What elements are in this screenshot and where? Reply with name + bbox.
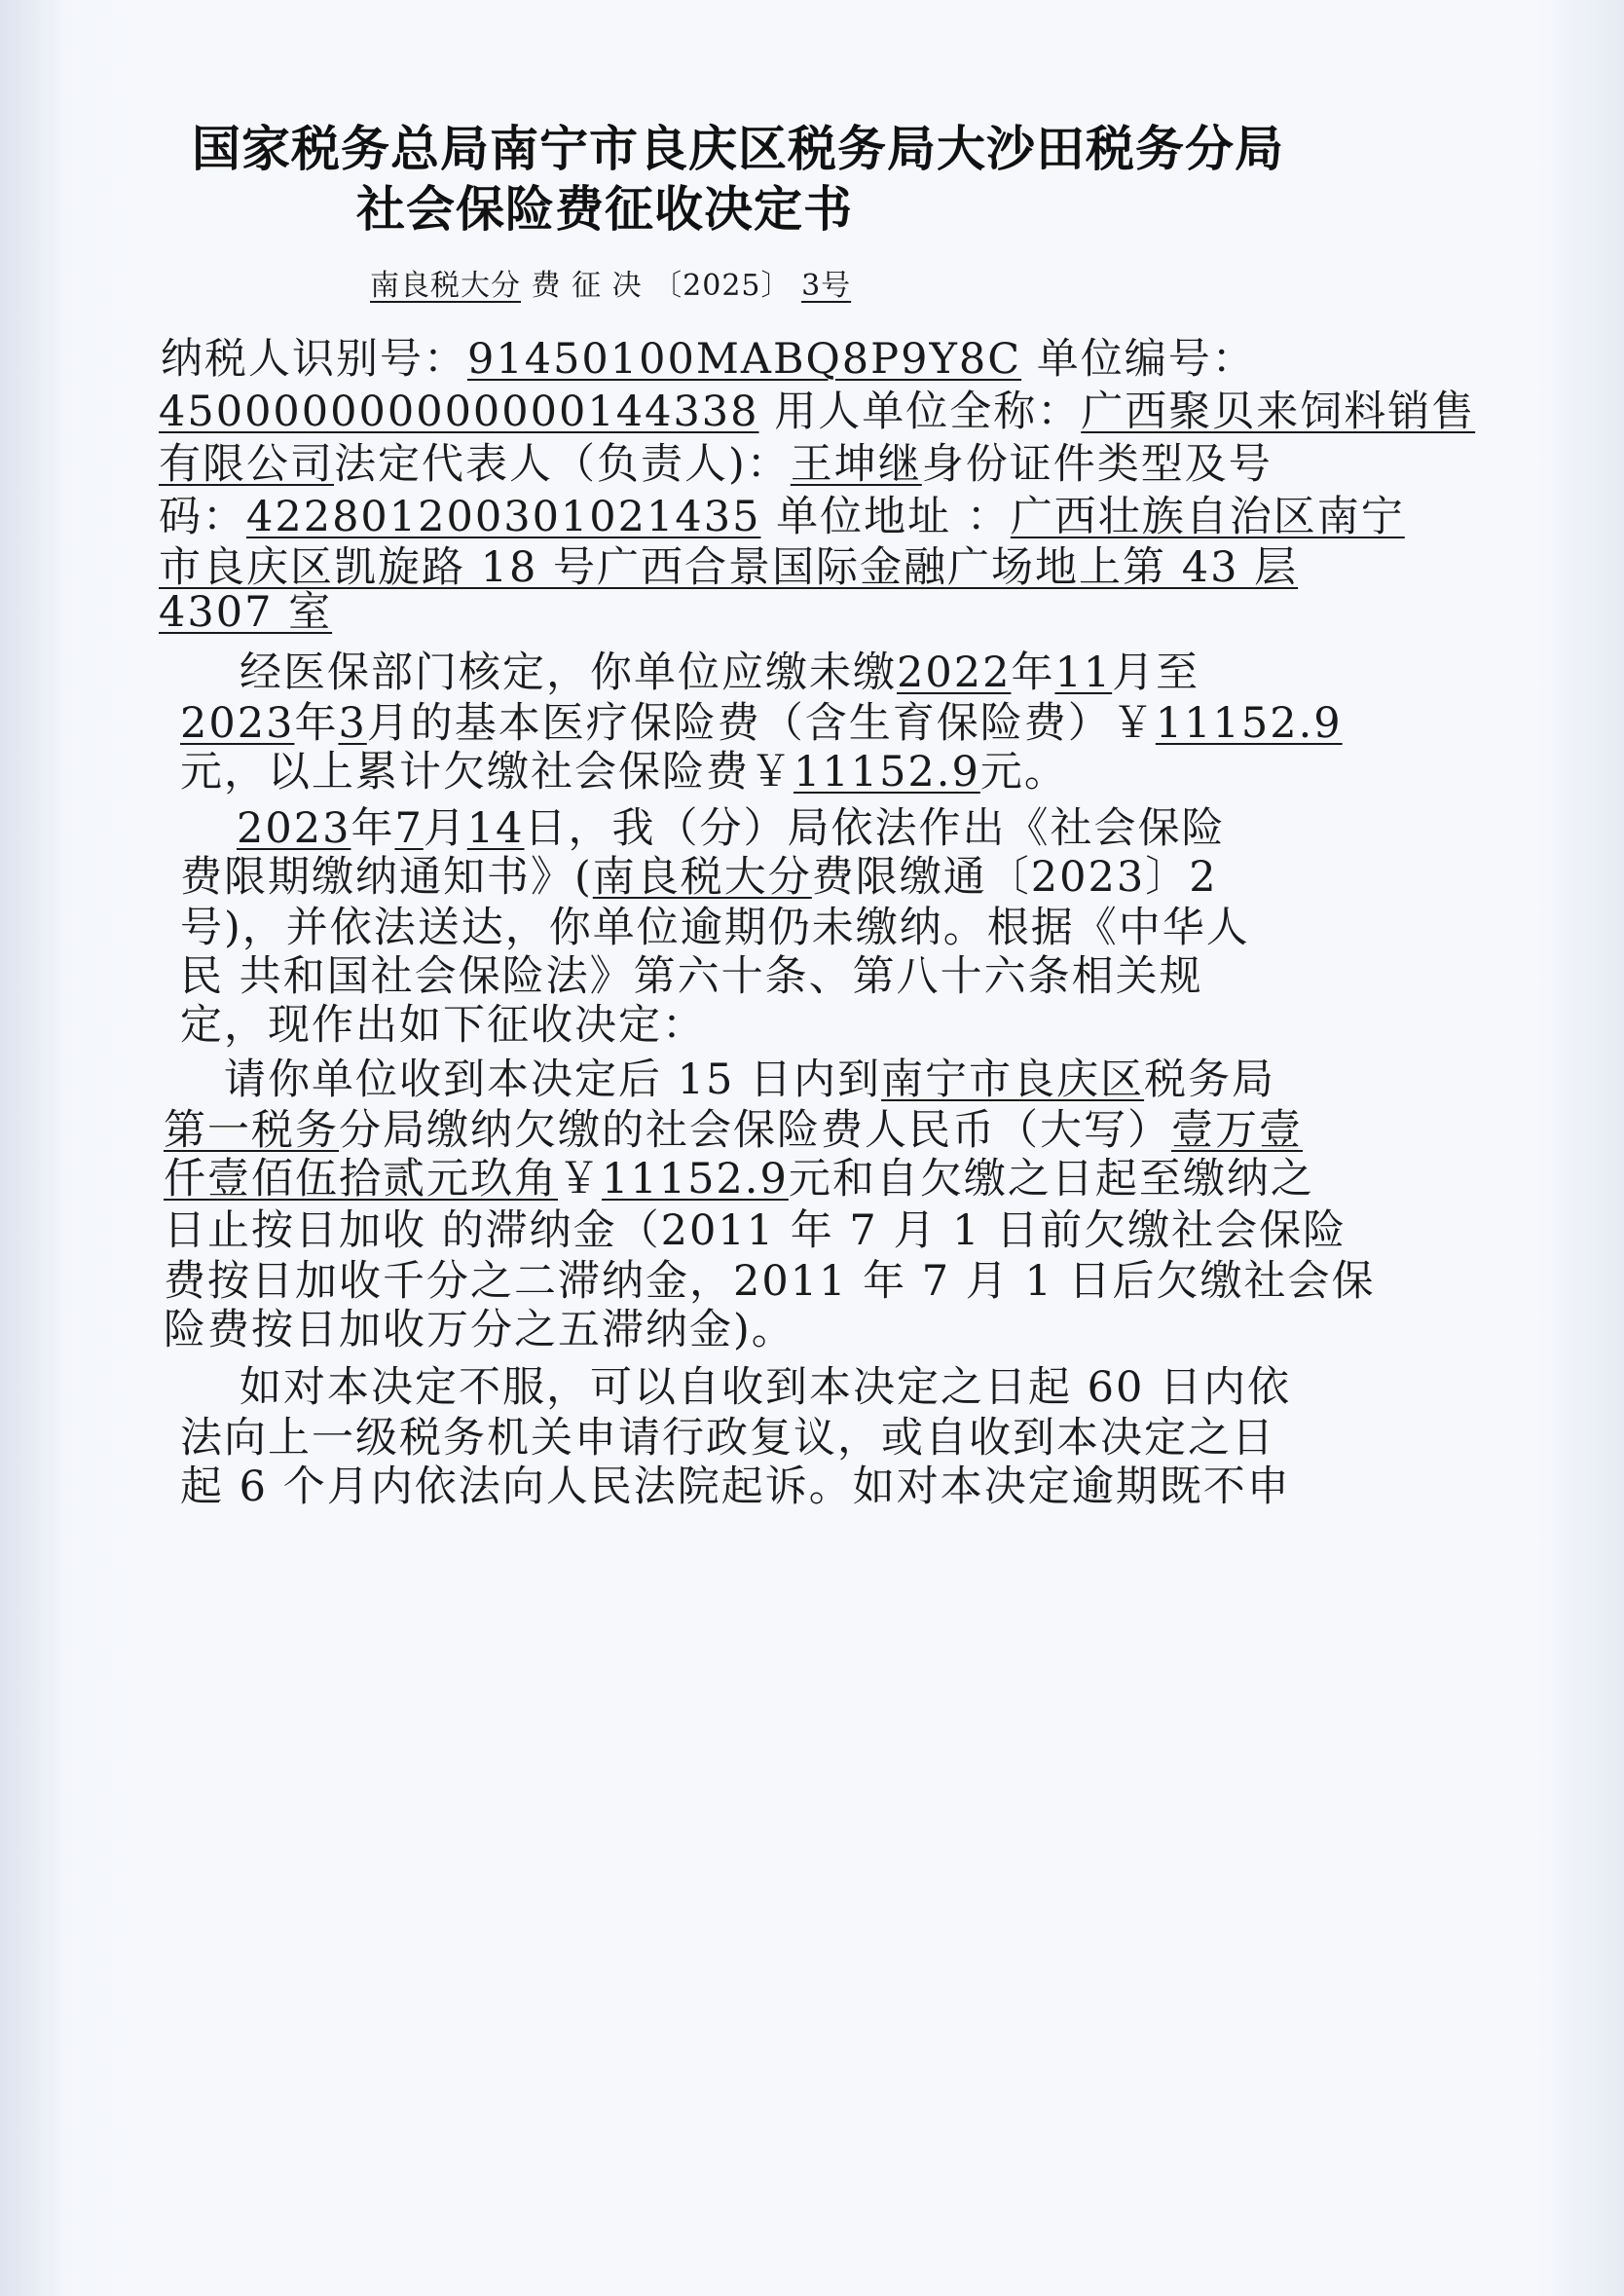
address-part3: 4307 室 — [159, 588, 333, 637]
para2-text-2: 费限期缴纳通知书》( — [180, 853, 593, 902]
para2-line-4: 民 共和国社会保险法》第六十条、第八十六条相关规 — [180, 952, 1203, 1001]
doc-no-mid: 费 征 决 〔2025〕 — [531, 269, 792, 303]
info-line-6 — [159, 588, 333, 637]
id-number: 422801200301021435 — [246, 493, 761, 541]
bureau-name-part2: 第一税务 — [164, 1106, 339, 1155]
legal-rep: 王坤继 — [790, 440, 922, 489]
bureau-name-part1: 南宁市良庆区 — [881, 1055, 1145, 1104]
doc-no-prefix: 南良税大分 — [370, 269, 521, 303]
total-end: 元。 — [979, 748, 1068, 796]
info-line-4 — [159, 493, 1405, 541]
unit-no-label: 单位编号： — [1036, 335, 1256, 384]
para1-line-2 — [180, 699, 1343, 748]
bureau-suffix: 税务局 — [1144, 1055, 1276, 1104]
amount-insurance: 11152.9 — [1155, 699, 1343, 748]
para4-line-2: 法向上一级税务机关申请行政复议，或自收到本决定之日 — [180, 1414, 1275, 1463]
year-unit: 年 — [1011, 648, 1055, 697]
notice-prefix: 南良税大分 — [592, 853, 812, 902]
unit-no: 450000000000000144338 — [159, 388, 759, 436]
para3-line-3 — [164, 1155, 1314, 1204]
total-desc: 元，以上累计欠缴社会保险费￥ — [180, 748, 794, 796]
month-to: 3 — [338, 699, 367, 748]
amount-cn-part1: 壹万壹 — [1171, 1106, 1303, 1155]
para1-line-1 — [240, 648, 1200, 697]
id-type-label: 身份证件类型及号 — [921, 440, 1273, 489]
para3-text-3: 元和自欠缴之日起至缴纳之 — [788, 1155, 1314, 1204]
company-label: 用人单位全称： — [774, 388, 1082, 436]
amount-total: 11152.9 — [794, 748, 980, 796]
month-from: 11 — [1054, 648, 1113, 697]
para3-line-4: 日止按日加收 的滞纳金（2011 年 7 月 1 日前欠缴社会保险 — [164, 1206, 1347, 1255]
notice-year-unit: 年 — [351, 804, 395, 853]
notice-day: 14 — [466, 804, 525, 853]
para3-line-1 — [224, 1055, 1276, 1104]
para3-line-5: 费按日加收千分之二滞纳金，2011 年 7 月 1 日后欠缴社会保 — [164, 1257, 1376, 1306]
info-line-3 — [159, 440, 1273, 489]
insurance-desc: 月的基本医疗保险费（含生育保险费）￥ — [366, 699, 1156, 748]
address-part2: 市良庆区凯旋路 18 号广西合景国际金融广场地上第 43 层 — [159, 543, 1299, 592]
amount-cn-part2: 仟壹佰伍拾贰元玖角 — [164, 1155, 558, 1204]
address-part1: 广西壮族自治区南宁 — [1010, 493, 1405, 541]
para3-line-2 — [164, 1106, 1303, 1155]
doc-no-num: 3号 — [801, 269, 852, 303]
address-label: 单位地址 ： — [776, 493, 1011, 541]
notice-year: 2023 — [237, 804, 351, 853]
document-title-line-2: 社会保险费征收决定书 — [356, 181, 853, 238]
year-to: 2023 — [180, 699, 295, 748]
legal-rep-label: 法定代表人（负责人)： — [334, 440, 791, 489]
yen-symbol: ￥ — [558, 1155, 602, 1204]
info-line-2 — [159, 388, 1476, 436]
info-line-5 — [159, 543, 1299, 592]
month-to-label: 月至 — [1112, 648, 1200, 697]
taxpayer-id: 91450100MABQ8P9Y8C — [467, 335, 1022, 384]
company-name-part2: 有限公司 — [159, 440, 334, 489]
para3-text-2: 分局缴纳欠缴的社会保险费人民币（大写） — [339, 1106, 1171, 1155]
year-unit-2: 年 — [294, 699, 339, 748]
notice-number: 费限缴通〔2023〕2 — [811, 853, 1218, 902]
document-number — [370, 269, 852, 303]
para3-line-6: 险费按日加收万分之五滞纳金)。 — [164, 1306, 795, 1354]
notice-month-unit: 月 — [423, 804, 467, 853]
para2-line-2 — [180, 853, 1218, 902]
para1-text: 经医保部门核定，你单位应缴未缴 — [240, 648, 897, 697]
para3-text-1: 请你单位收到本决定后 15 日内到 — [224, 1055, 882, 1104]
year-from: 2022 — [897, 648, 1012, 697]
para2-line-3: 号)，并依法送达，你单位逾期仍未缴纳。根据《中华人 — [180, 904, 1250, 952]
para4-line-1: 如对本决定不服，可以自收到本决定之日起 60 日内依 — [240, 1363, 1292, 1412]
id-no-label: 码： — [159, 493, 246, 541]
para1-line-3 — [180, 748, 1068, 796]
company-name-part1: 广西聚贝来饲料销售 — [1081, 388, 1476, 436]
para4-line-3: 起 6 个月内依法向人民法院起诉。如对本决定逾期既不申 — [180, 1463, 1291, 1511]
para2-line-5: 定，现作出如下征收决定： — [180, 1001, 706, 1050]
para2-text-1: 日，我（分）局依法作出《社会保险 — [524, 804, 1226, 853]
info-line-1 — [161, 335, 1256, 384]
para2-line-1 — [237, 804, 1226, 853]
taxpayer-id-label: 纳税人识别号： — [161, 335, 467, 384]
notice-month: 7 — [394, 804, 424, 853]
document-title-line-1: 国家税务总局南宁市良庆区税务局大沙田税务分局 — [192, 121, 1284, 177]
amount-due: 11152.9 — [602, 1155, 789, 1204]
